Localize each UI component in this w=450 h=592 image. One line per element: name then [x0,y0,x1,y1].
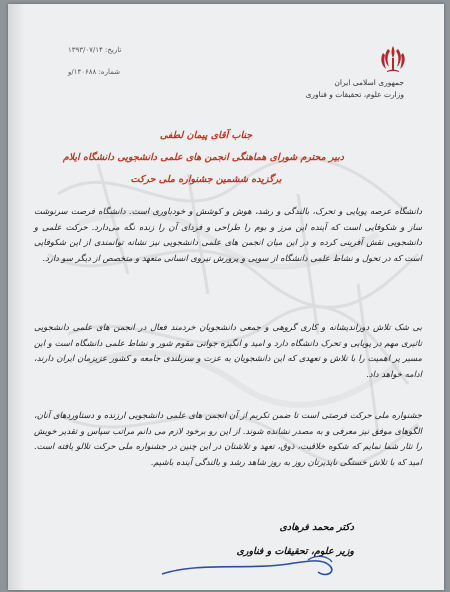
letter-number: شماره: ۱۴۰۶۸۸/و [68,68,120,76]
signatory-name: دکتر محمد فرهادی [279,522,354,533]
paragraph-1: دانشگاه عرصه پویایی و تحرک، بالندگی و رشد، هوش و کوشش و خودباوری است. دانشگاه فرصت سرنوشت ساز و شکوفایی است که آینده این مرز و بوم را طراحی و فردای آن را زنده نگه می‌دارد. حرکت علمی و دانشجویی نقش آفرینی کرده و در این میان انجمن های علمی دانشجویی نیز نشانه توانمندی از این شکوفایی است که در تحول و نشاط علمی دانشگاه از سویی و پرورش نیروی انسانی متعهد و متخصص از دیگر سو دارد. [34,206,422,263]
letter-sheet [8,4,444,590]
salutation-award: برگزیده ششمین جشنواره ملی حرکت [130,174,282,185]
header-republic: جمهوری اسلامی ایران [334,78,404,87]
iran-emblem-icon [376,44,410,74]
handwritten-signature [158,544,348,584]
paragraph-3: جشنواره ملی حرکت فرصتی است تا ضمن تکریم از آن انجمن های علمی دانشجویی ارزنده و دستاوردهای آنان، الگوهای موفق نیز معرفی و به مصدر نشانده شوند. از این رو برخود لازم می دانم مراتب سپاس و تقدیر خویش را نثار شما نمایم که شکوه خلاقیت، ذوق، تعهد و تلاشتان در این چنین در جشنواره ملی حرکت تلالو یافته است. امید که با تلاش خستگی ناپذیرتان روز به روز شاهد رشد و بالندگی آینده باشیم. [34,410,422,467]
letter-date: تاریخ: ۱۳۹۳/۰۷/۱۴ [68,46,122,54]
salutation-name: جناب آقای پیمان لطفی [159,130,253,141]
paragraph-2: بی شک تلاش دوراندیشانه و کاری گروهی و جمعی دانشجویان خردمند فعال در انجمن های علمی دانشجویی تاثیری مهم در پویایی و تحرک دانشگاه دارد و امید و انگیزه جوانی مقوم شور و نشاط علمی دانشگاه است و این مسیر پر اهمیت را با تلاش و تعهدی که این دانشجویان به عزت و سربلندی جامعه و کشور عزیزمان ایران دارند، ادامه خواهد داد. [34,322,422,379]
header-ministry: وزارت علوم، تحقیقات و فناوری [305,90,404,99]
page-shadow [8,4,24,590]
signatory-title: وزیر علوم، تحقیقات و فناوری [236,546,354,557]
salutation-position: دبیر محترم شورای هماهنگی انجمن های علمی دانشجویی دانشگاه ایلام [62,152,344,163]
